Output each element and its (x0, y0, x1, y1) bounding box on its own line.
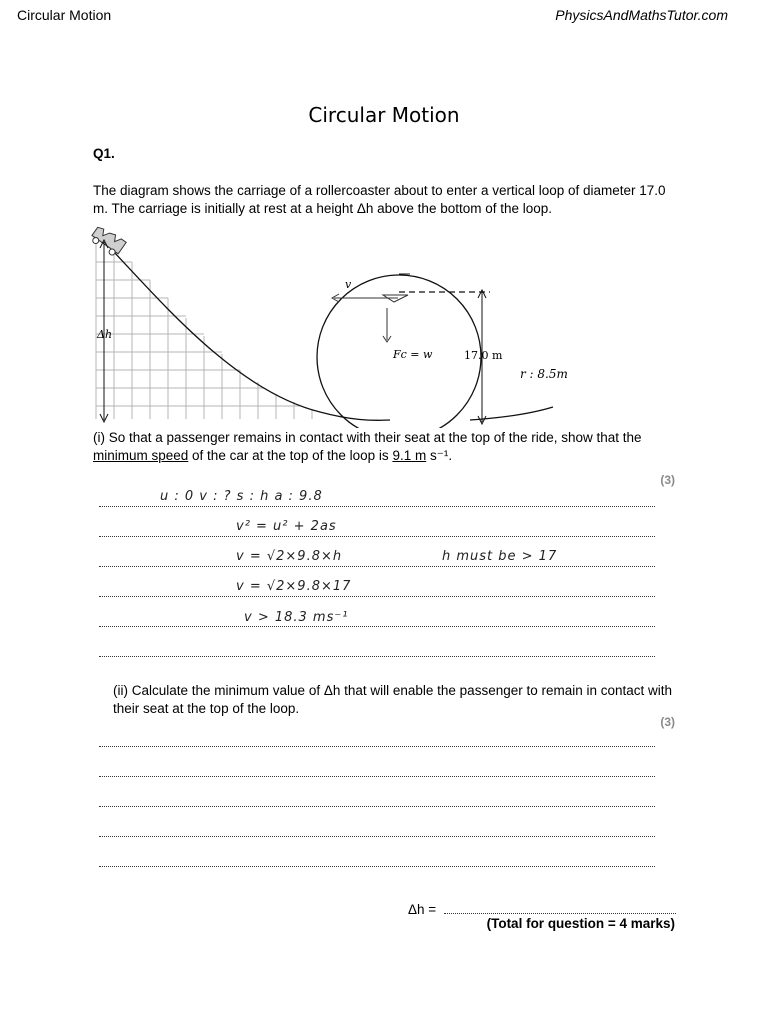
final-answer-field[interactable] (444, 913, 676, 914)
working-line-1: u : 0 v : ? s : h a : 9.8 (160, 489, 323, 504)
header-left-title: Circular Motion (17, 7, 112, 23)
answer-line[interactable] (99, 656, 655, 657)
part-i-middle: of the car at the top of the loop is (188, 448, 393, 463)
part-i-value: 9.1 m (392, 448, 427, 463)
part-i-underlined: minimum speed (93, 448, 189, 463)
working-note: h must be > 17 (442, 549, 558, 564)
height-label: Δh (97, 328, 113, 341)
answer-line[interactable] (99, 566, 655, 567)
part-i-unit: s⁻¹. (426, 448, 453, 463)
part-ii-marks: (3) (660, 715, 675, 729)
answer-line[interactable] (99, 776, 655, 777)
hw-radius-label: r : 8.5m (520, 367, 568, 381)
hw-force-label: Fc = w (393, 348, 433, 361)
part-ii-question: (ii) Calculate the minimum value of Δh that will enable the passenger to remain in contact with their seat at the top of the loop. (113, 683, 673, 716)
answer-line[interactable] (99, 746, 655, 747)
part-i-prefix: (i) So that a passenger remains in contact with their seat at the top of the ride, show that the (93, 430, 642, 445)
answer-line[interactable] (99, 536, 655, 537)
question-number: Q1. (93, 146, 115, 161)
answer-line[interactable] (99, 626, 655, 627)
hw-velocity-mark: v (345, 278, 352, 291)
part-i-marks: (3) (660, 473, 675, 487)
total-marks: (Total for question = 4 marks) (486, 916, 675, 931)
answer-line[interactable] (99, 806, 655, 807)
answer-line[interactable] (99, 596, 655, 597)
answer-line[interactable] (99, 836, 655, 837)
diameter-label: 17.0 m (464, 349, 503, 362)
answer-line[interactable] (99, 506, 655, 507)
carriage-icon (90, 224, 126, 258)
working-line-4: v = √2×9.8×17 (236, 579, 352, 594)
background-grid (96, 244, 312, 419)
working-line-2: v² = u² + 2as (236, 519, 337, 534)
working-line-3: v = √2×9.8×h (236, 549, 343, 564)
final-answer-label: Δh = (408, 902, 440, 917)
part-i-question (93, 429, 673, 465)
header-site-name: PhysicsAndMathsTutor.com (555, 7, 728, 23)
page-title: Circular Motion (308, 103, 460, 127)
question-intro: The diagram shows the carriage of a rollercoaster about to enter a vertical loop of diameter 17.0 m. The carriage is initially at rest at a height Δh above the bottom of the loop. (93, 183, 666, 216)
working-line-5: v > 18.3 ms⁻¹ (244, 610, 349, 625)
final-answer-row (408, 902, 676, 917)
rollercoaster-diagram (90, 222, 570, 428)
answer-line[interactable] (99, 866, 655, 867)
